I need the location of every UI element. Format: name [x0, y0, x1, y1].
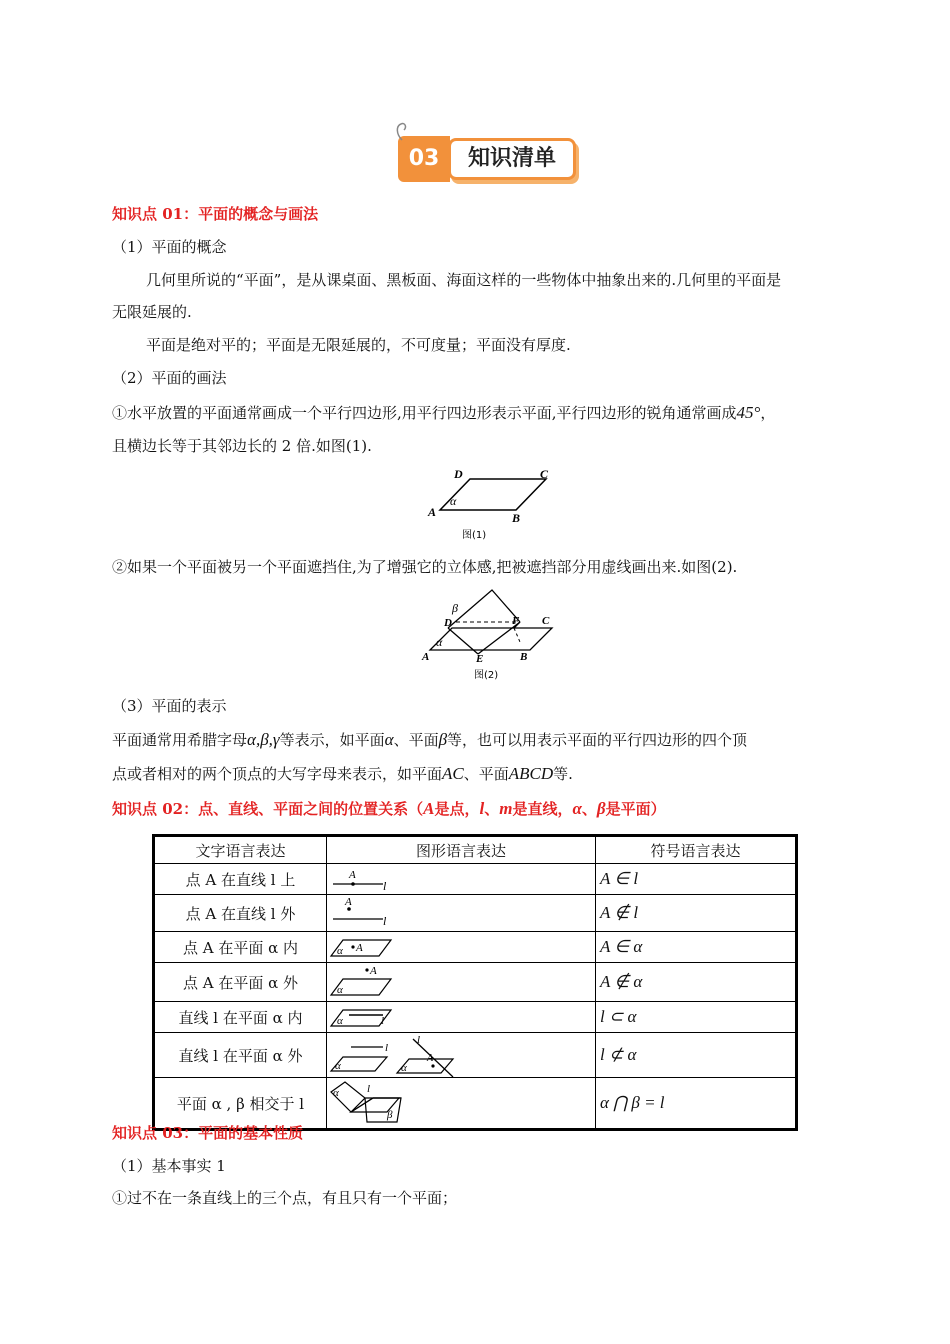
figure-2-intersecting-planes	[420, 584, 560, 684]
row-figure	[327, 1078, 596, 1130]
fig2-label-beta: β	[452, 601, 458, 615]
rep2-c: 等.	[553, 765, 573, 783]
table-row	[154, 895, 797, 932]
fig2-label-alpha: α	[436, 635, 443, 649]
fig-label-l: l	[417, 1034, 421, 1046]
row-figure	[327, 864, 596, 895]
row-symbol: α ⋂ β = l	[596, 1078, 797, 1130]
section-number: 03	[398, 136, 450, 182]
rep1-d: 等，也可以用表示平面的平行四边形的四个顶	[447, 731, 748, 749]
row-symbol: A ∈ α	[596, 932, 797, 963]
table-row	[154, 1033, 797, 1078]
fig-label-alpha: α	[337, 1015, 343, 1027]
kp2-h-a: 知识点 02：点、直线、平面之间的位置关系（	[112, 800, 424, 818]
rep1-greek: α,β,γ	[247, 730, 280, 749]
kp2-h-alpha: α	[572, 799, 582, 818]
point-outside-plane-figure	[327, 963, 595, 1001]
fig-label-alpha: α	[335, 1060, 341, 1072]
col-header-symbol: 符号语言表达	[596, 836, 797, 864]
kp1-heading: 知识点 01：平面的概念与画法	[112, 205, 319, 223]
rep1-beta: β	[438, 730, 448, 749]
kp3-heading: 知识点 03：平面的基本性质	[112, 1124, 304, 1142]
fig-label-alpha: α	[337, 984, 343, 996]
kp2-h-m: m	[499, 799, 513, 818]
row-figure	[327, 1033, 596, 1078]
kp1-rep2	[112, 763, 573, 785]
fig2-label-a: A	[422, 651, 430, 663]
point-in-plane-figure	[327, 932, 595, 962]
kp2-h-c: 、	[484, 800, 500, 818]
draw1-comma: ，	[760, 404, 776, 422]
fig1-label-b: B	[512, 511, 521, 525]
plane-alpha	[430, 628, 552, 650]
draw1-text: ①水平放置的平面通常画成一个平行四边形,用平行四边形表示平面,平行四边形的锐角通常画成	[112, 404, 737, 422]
kp2-h-beta: β	[596, 799, 606, 818]
kp1-para1a: 几何里所说的“平面”，是从课桌面、黑板面、海面这样的一些物体中抽象出来的.几何里的平面是	[146, 271, 782, 289]
rep1-a: 平面通常用希腊字母	[112, 731, 248, 749]
rep1-alpha: α	[384, 730, 394, 749]
fig1-label-d: D	[454, 467, 463, 481]
kp1-sub1: （1）平面的概念	[112, 238, 227, 256]
rep2-ac: AC	[442, 764, 464, 783]
figure-1-parallelogram	[420, 464, 560, 544]
kp2-h-b: 是点，	[434, 800, 480, 818]
col-header-figure: 图形语言表达	[327, 836, 596, 864]
col-header-text: 文字语言表达	[154, 836, 327, 864]
section-badge	[398, 136, 578, 182]
fig-label-l: l	[385, 1042, 389, 1054]
line-in-plane-figure	[327, 1002, 595, 1032]
row-text: 点 A 在直线 l 外	[154, 895, 327, 932]
fig2-caption: 图(2)	[474, 670, 499, 681]
kp3-sub1: （1）基本事实 1	[112, 1157, 226, 1175]
fig-label-A: A	[370, 965, 377, 977]
fig-label-l: l	[381, 1015, 385, 1027]
row-figure	[327, 895, 596, 932]
line-outside-plane-figure	[327, 1033, 595, 1077]
table-row	[154, 963, 797, 1002]
fig2-label-b: B	[520, 651, 528, 663]
fig1-label-alpha: α	[450, 494, 457, 508]
table-row	[154, 932, 797, 963]
row-text: 直线 l 在平面 α 外	[154, 1033, 327, 1078]
kp1-draw2: ②如果一个平面被另一个平面遮挡住,为了增强它的立体感,把被遮挡部分用虚线画出来.如图(2).	[112, 558, 738, 576]
kp2-h-f: 是平面）	[605, 800, 666, 818]
table-header-row	[154, 836, 797, 864]
rep1-c: 、平面	[393, 731, 439, 749]
paperclip-icon	[392, 120, 412, 142]
row-text: 点 A 在平面 α 外	[154, 963, 327, 1002]
kp2-h-A: A	[423, 799, 435, 818]
row-symbol: l ⊂ α	[596, 1002, 797, 1033]
kp1-sub3: （3）平面的表示	[112, 697, 227, 715]
point-off-line-figure	[327, 895, 595, 931]
position-relations-table	[152, 834, 798, 1131]
kp1-draw1a	[112, 402, 775, 424]
kp2-h-d: 是直线，	[512, 800, 573, 818]
kp1-draw1b: 且横边长等于其邻边长的 2 倍.如图(1).	[112, 437, 372, 455]
table-row	[154, 864, 797, 895]
row-symbol: l ⊄ α	[596, 1033, 797, 1078]
point-on-line-figure	[327, 864, 595, 894]
fig-label-alpha: α	[401, 1062, 407, 1074]
row-text: 点 A 在平面 α 内	[154, 932, 327, 963]
row-text: 点 A 在直线 l 上	[154, 864, 327, 895]
kp2-heading	[112, 798, 666, 820]
fig-label-A: A	[356, 942, 363, 954]
rep2-b: 、平面	[463, 765, 509, 783]
fig-label-A: A	[427, 1053, 434, 1064]
row-symbol: A ∈ l	[596, 864, 797, 895]
fig-label-l: l	[383, 914, 387, 928]
table-row	[154, 1002, 797, 1033]
fig1-caption: 图(1)	[462, 530, 487, 541]
row-text: 平面 α , β 相交于 l	[154, 1078, 327, 1130]
fig-label-l: l	[383, 879, 387, 893]
row-figure	[327, 1002, 596, 1033]
fig1-label-c: C	[540, 467, 549, 481]
row-figure	[327, 932, 596, 963]
row-text: 直线 l 在平面 α 内	[154, 1002, 327, 1033]
fig-label-alpha: α	[333, 1087, 339, 1099]
fig-label-A: A	[349, 869, 356, 881]
kp1-sub2: （2）平面的画法	[112, 369, 227, 387]
row-symbol: A ∉ α	[596, 963, 797, 1002]
kp1-para1b: 无限延展的.	[112, 303, 192, 321]
angle-45: 45°	[736, 403, 761, 422]
kp2-h-l: l	[479, 799, 485, 818]
fig-label-l: l	[367, 1083, 371, 1095]
kp3-fact1: ①过不在一条直线上的三个点，有且只有一个平面；	[112, 1189, 458, 1207]
kp2-h-e: 、	[581, 800, 597, 818]
rep1-b: 等表示，如平面	[279, 731, 385, 749]
fig2-label-e: E	[476, 653, 484, 665]
row-symbol: A ∉ l	[596, 895, 797, 932]
fig2-label-c: C	[542, 615, 550, 627]
section-title: 知识清单	[448, 138, 576, 180]
fig-label-A: A	[345, 896, 352, 908]
kp1-para2: 平面是绝对平的；平面是无限延展的，不可度量；平面没有厚度.	[146, 336, 571, 354]
rep2-a: 点或者相对的两个顶点的大写字母来表示，如平面	[112, 765, 443, 783]
rep2-abcd: ABCD	[508, 764, 554, 783]
kp1-rep1	[112, 729, 747, 751]
fig-label-beta: β	[387, 1109, 393, 1121]
fig2-label-f: F	[512, 615, 520, 627]
row-figure	[327, 963, 596, 1002]
fig1-label-a: A	[428, 505, 437, 519]
fig2-label-d: D	[444, 617, 452, 629]
planes-intersect-figure	[327, 1078, 595, 1128]
fig-label-alpha: α	[337, 945, 343, 957]
